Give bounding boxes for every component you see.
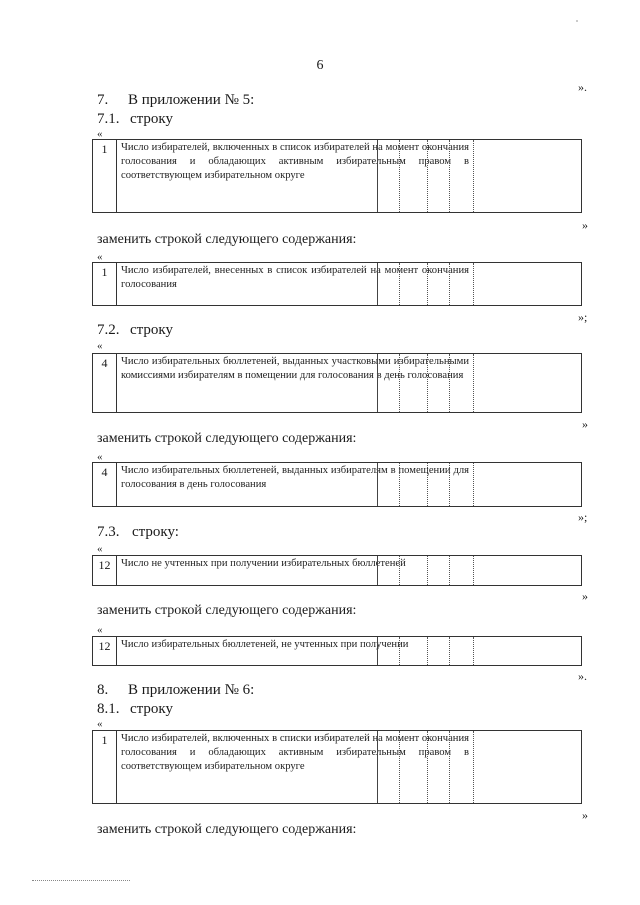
row-text: Число избирательных бюллетеней, не учтенных при получении: [121, 639, 409, 650]
row-number: 4: [93, 463, 117, 506]
row-text: Число избирателей, включенных в списки избирателей на момент окончания голосования и обладающих активным избирательным правом в соответствующем избирательном округе: [121, 733, 469, 772]
subsection-label: строку: [130, 701, 173, 717]
row-text: Число избирателей, внесенных в список избирателей на момент окончания голосования: [121, 265, 469, 290]
page-number: 6: [316, 58, 324, 73]
subsection-7-1-heading: [97, 111, 173, 128]
subsection-8-1-heading: [97, 701, 173, 718]
closing-quote: »: [582, 589, 588, 603]
row-number: 12: [93, 637, 117, 665]
section-title: В приложении № 5:: [128, 92, 255, 108]
replace-instruction: заменить строкой следующего содержания:: [97, 822, 357, 837]
subsection-number: 7.1.: [97, 111, 120, 127]
scan-speck: [576, 20, 578, 22]
opening-quote: «: [97, 128, 103, 140]
opening-quote: «: [97, 718, 103, 730]
table-row-new-7-2: [92, 462, 582, 507]
opening-quote: «: [97, 624, 103, 636]
closing-quote: »;: [578, 310, 588, 324]
subsection-7-3-heading: [97, 524, 179, 541]
closing-quote: »;: [578, 510, 588, 524]
section-number: 8.: [97, 682, 109, 698]
subsection-label: строку:: [132, 524, 179, 540]
row-number: 1: [93, 731, 117, 803]
subsection-number: 7.3.: [97, 524, 120, 540]
row-number: 1: [93, 263, 117, 305]
opening-quote: «: [97, 251, 103, 263]
replace-instruction: заменить строкой следующего содержания:: [97, 603, 357, 618]
closing-quote: ».: [578, 669, 587, 683]
closing-quote: »: [582, 808, 588, 822]
opening-quote: «: [97, 340, 103, 352]
replace-instruction: заменить строкой следующего содержания:: [97, 232, 357, 247]
closing-quote: »: [582, 417, 588, 431]
closing-quote: »: [582, 218, 588, 232]
section-7-heading: [97, 92, 254, 109]
row-text: Число не учтенных при получении избирательных бюллетеней: [121, 558, 406, 569]
row-number: 12: [93, 556, 117, 585]
row-number: 1: [93, 140, 117, 212]
row-text: Число избирательных бюллетеней, выданных участковыми избирательными комиссиями избирателям в помещении для голосования в день голосования: [121, 356, 469, 381]
row-text: Число избирательных бюллетеней, выданных избирателям в помещении для голосования в день голосования: [121, 465, 469, 490]
subsection-label: строку: [130, 111, 173, 127]
subsection-number: 7.2.: [97, 322, 120, 338]
table-row-new-7-1: [92, 262, 582, 306]
table-row-old-7-2: [92, 353, 582, 413]
table-row-old-7-1: [92, 139, 582, 213]
row-number: 4: [93, 354, 117, 412]
opening-quote: «: [97, 543, 103, 555]
subsection-label: строку: [130, 322, 173, 338]
table-row-old-8-1: [92, 730, 582, 804]
footnote-separator: [32, 880, 130, 881]
subsection-number: 8.1.: [97, 701, 120, 717]
section-8-heading: [97, 682, 254, 699]
closing-quote: ».: [578, 80, 587, 94]
section-title: В приложении № 6:: [128, 682, 255, 698]
table-row-old-7-3: [92, 555, 582, 586]
table-row-new-7-3: [92, 636, 582, 666]
opening-quote: «: [97, 451, 103, 463]
row-text: Число избирателей, включенных в список избирателей на момент окончания голосования и обладающих активным избирательным правом в соответствующем избирательном округе: [121, 142, 469, 181]
subsection-7-2-heading: [97, 322, 173, 339]
replace-instruction: заменить строкой следующего содержания:: [97, 431, 357, 446]
section-number: 7.: [97, 92, 109, 108]
